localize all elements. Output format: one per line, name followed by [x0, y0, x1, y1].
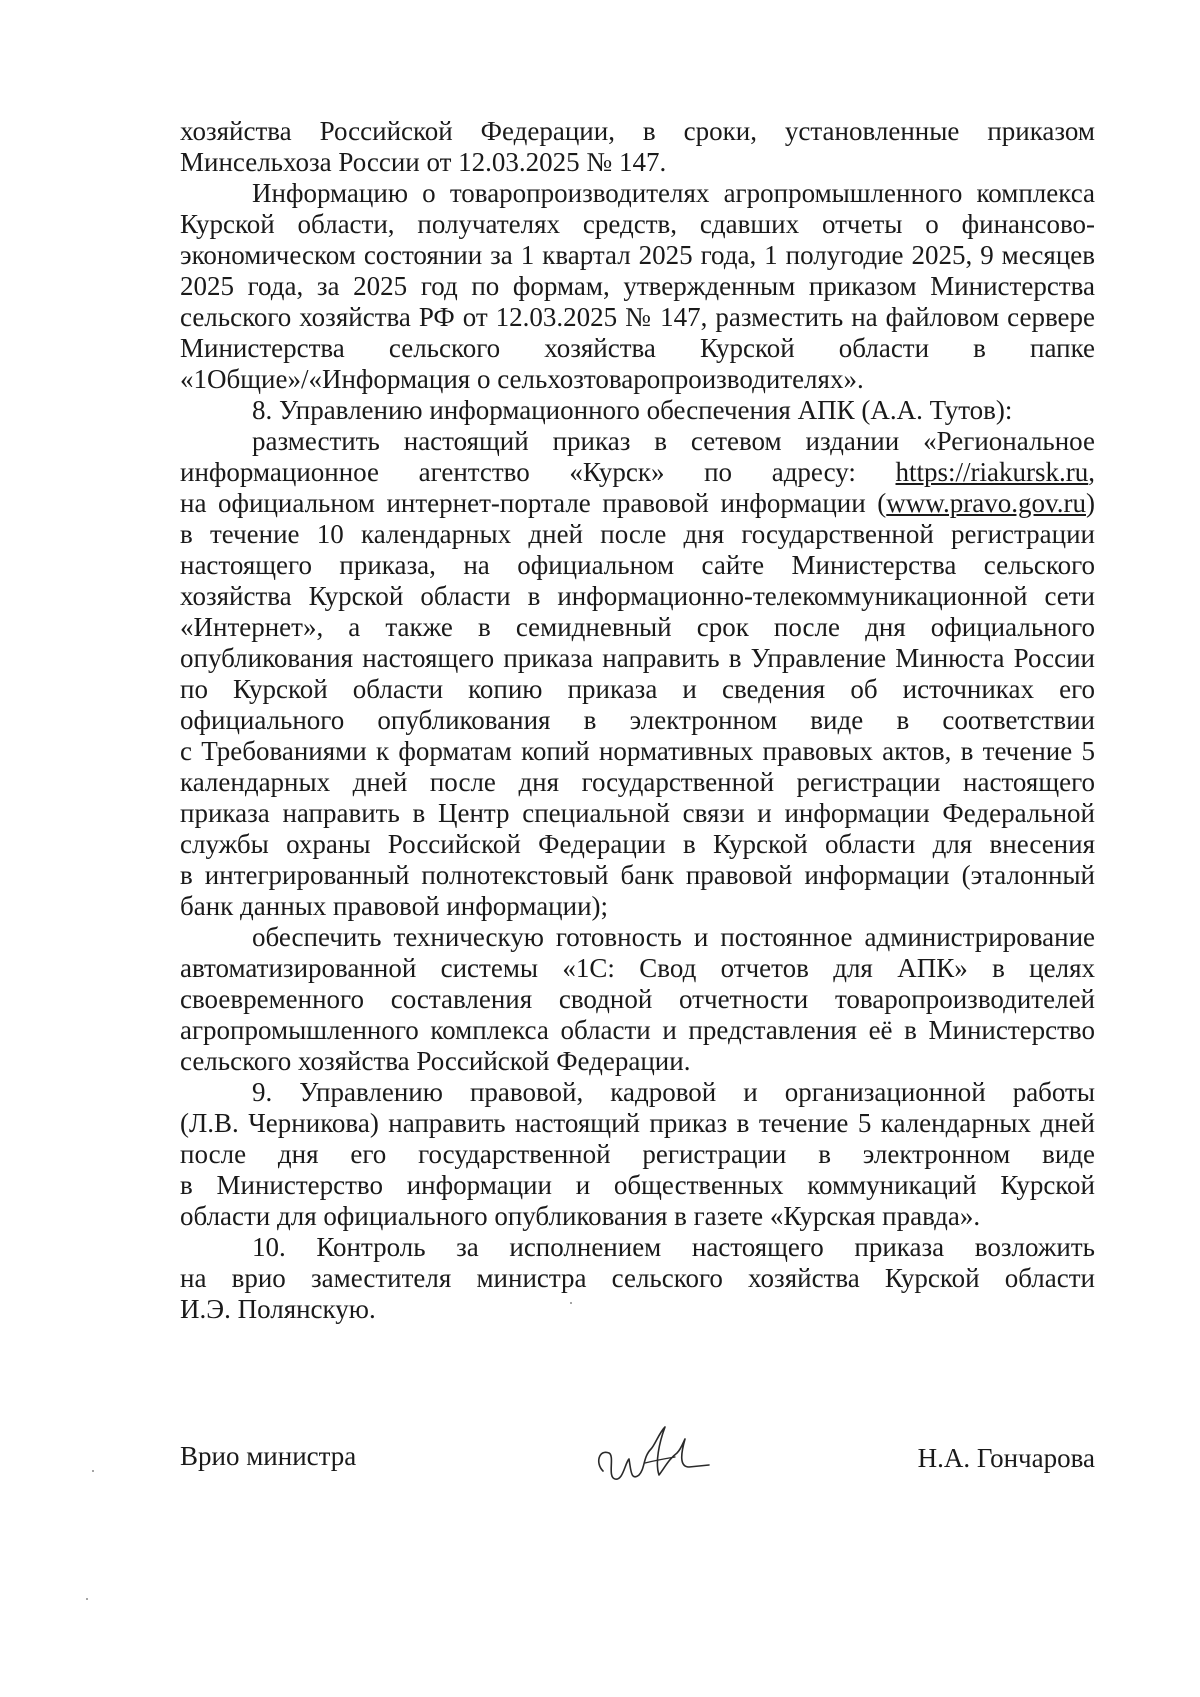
- handwritten-signature: [585, 1419, 715, 1499]
- text-line: сельского хозяйства РФ от 12.03.2025 № 147, разместить на файловом сервере: [180, 302, 1095, 332]
- text-line: банк данных правовой информации);: [180, 891, 609, 921]
- text-line-with-link: [180, 457, 1095, 488]
- text-line: разместить настоящий приказ в сетевом издании «Региональное: [252, 426, 1095, 456]
- text-line: агропромышленного комплекса области и представления её в Министерство: [180, 1015, 1095, 1045]
- text-line: (Л.В. Черникова) направить настоящий приказ в течение 5 календарных дней: [180, 1108, 1095, 1138]
- item-8-support-paragraph: [180, 922, 1095, 1077]
- text-line: автоматизированной системы «1С: Свод отчетов для АПК» в целях: [180, 953, 1095, 983]
- text-line: Министерства сельского хозяйства Курской области в папке: [180, 333, 1095, 363]
- text-fragment: на официальном интернет-портале правовой информации (: [180, 488, 887, 518]
- document-body: [180, 116, 1095, 1325]
- text-line: с Требованиями к форматам копий нормативных правовых актов, в течение 5: [180, 736, 1095, 766]
- text-line: 2025 года, за 2025 год по формам, утвержденным приказом Министерства: [180, 271, 1095, 301]
- text-line: настоящего приказа, на официальном сайте Министерства сельского: [180, 550, 1095, 580]
- text-line: хозяйства Российской Федерации, в сроки, установленные приказом: [180, 116, 1095, 146]
- pravo-link[interactable]: www.pravo.gov.ru: [886, 488, 1086, 518]
- text-line: опубликования настоящего приказа направить в Управление Минюста России: [180, 643, 1095, 673]
- text-line: в Министерство информации и общественных коммуникаций Курской: [180, 1170, 1095, 1200]
- text-line: 9. Управлению правовой, кадровой и организационной работы: [252, 1077, 1095, 1107]
- signatory-name: Н.А. Гончарова: [917, 1443, 1095, 1473]
- scan-speck: [570, 1302, 572, 1304]
- text-line: 10. Контроль за исполнением настоящего приказа возложить: [252, 1232, 1095, 1262]
- item-10-paragraph: [180, 1232, 1095, 1325]
- text-line: хозяйства Курской области в информационно-телекоммуникационной сети: [180, 581, 1095, 611]
- continuation-paragraph: [180, 116, 1095, 178]
- text-line: на врио заместителя министра сельского хозяйства Курской области: [180, 1263, 1095, 1293]
- scan-speck: [92, 1470, 94, 1472]
- text-line: сельского хозяйства Российской Федерации.: [180, 1046, 691, 1076]
- signatory-title: Врио министра: [180, 1441, 357, 1471]
- text-line: календарных дней после дня государственной регистрации настоящего: [180, 767, 1095, 797]
- text-line: после дня его государственной регистрации в электронном виде: [180, 1139, 1095, 1169]
- text-line: И.Э. Полянскую.: [180, 1294, 376, 1324]
- info-paragraph: [180, 178, 1095, 395]
- text-line: «Интернет», а также в семидневный срок после дня официального: [180, 612, 1095, 642]
- scan-speck: [86, 1598, 88, 1600]
- text-line: в интегрированный полнотекстовый банк правовой информации (эталонный: [180, 860, 1095, 890]
- text-line: Информацию о товаропроизводителях агропромышленного комплекса: [252, 178, 1095, 208]
- riakursk-link[interactable]: https://riakursk.ru: [895, 457, 1089, 487]
- signature-block: [180, 1425, 1095, 1505]
- text-line: обеспечить техническую готовность и постоянное администрирование: [252, 922, 1095, 952]
- text-line: «1Общие»/«Информация о сельхозтоваропроизводителях».: [180, 364, 864, 394]
- text-fragment: ,: [1088, 457, 1095, 487]
- text-line: области для официального опубликования в газете «Курская правда».: [180, 1201, 981, 1231]
- text-line: своевременного составления сводной отчетности товаропроизводителей: [180, 984, 1095, 1014]
- text-fragment: информационное агентство «Курск» по адресу:: [180, 457, 896, 487]
- item-8-publish-paragraph: [180, 426, 1095, 922]
- text-line: по Курской области копию приказа и сведения об источниках его: [180, 674, 1095, 704]
- text-line-with-link: [180, 488, 1095, 519]
- text-line: приказа направить в Центр специальной связи и информации Федеральной: [180, 798, 1095, 828]
- text-line: Курской области, получателях средств, сдавших отчеты о финансово-: [180, 209, 1095, 239]
- text-fragment: ): [1086, 488, 1095, 518]
- text-line: экономическом состоянии за 1 квартал 2025 года, 1 полугодие 2025, 9 месяцев: [180, 240, 1095, 270]
- text-line: 8. Управлению информационного обеспечения АПК (А.А. Тутов):: [252, 395, 1013, 425]
- text-line: Минсельхоза России от 12.03.2025 № 147.: [180, 147, 667, 177]
- item-9-paragraph: [180, 1077, 1095, 1232]
- text-line: официального опубликования в электронном виде в соответствии: [180, 705, 1095, 735]
- text-line: службы охраны Российской Федерации в Курской области для внесения: [180, 829, 1095, 859]
- text-line: в течение 10 календарных дней после дня государственной регистрации: [180, 519, 1095, 549]
- item-8-heading: [180, 395, 1095, 426]
